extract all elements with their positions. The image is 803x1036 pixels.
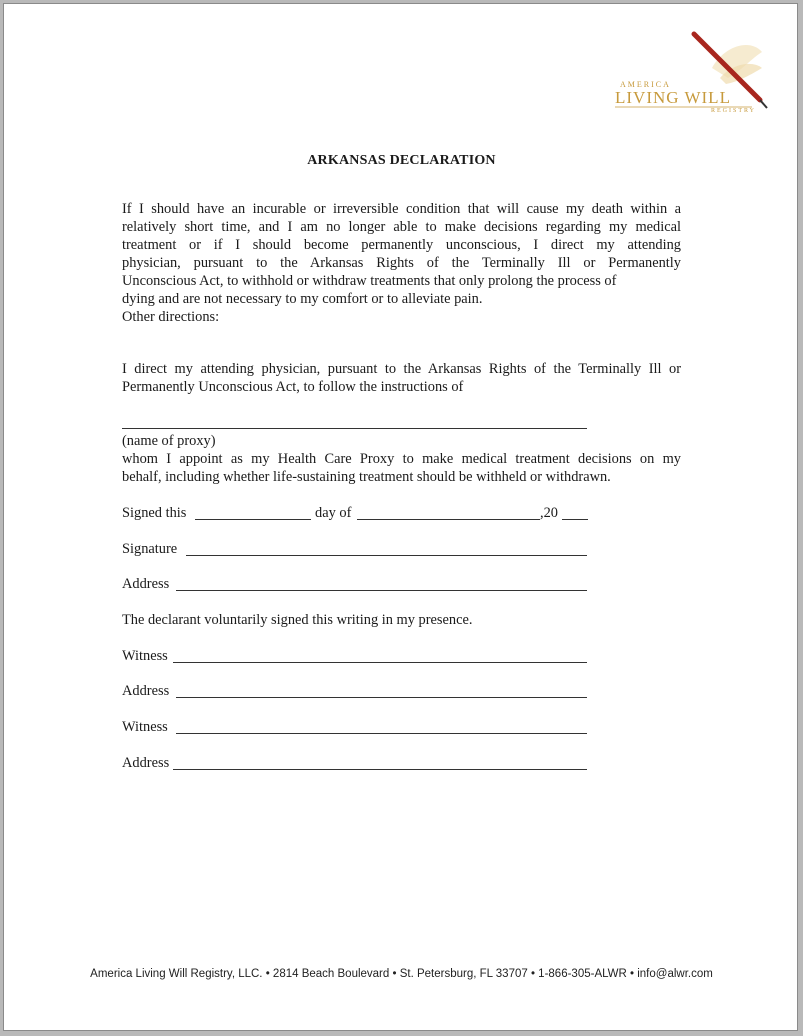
logo-bottom-text: REGISTRY xyxy=(711,108,757,114)
declaration-paragraph xyxy=(122,200,681,326)
signed-date-row xyxy=(122,504,186,522)
paragraph-line: If I should have an incurable or irreversible condition that will cause my death within a xyxy=(122,201,681,217)
paragraph-line: Permanently Unconscious Act, to follow the instructions of xyxy=(122,379,464,395)
logo-top-text: AMERICA xyxy=(620,80,671,89)
paragraph-line: relatively short time, and I am no longer able to make decisions regarding my medical xyxy=(122,219,681,235)
witness1-label: Witness xyxy=(122,648,168,664)
footer-contact: America Living Will Registry, LLC. • 2814 Beach Boulevard • St. Petersburg, FL 33707 • 1-866-305-ALWR • info@alwr.com xyxy=(90,968,713,980)
document-title: ARKANSAS DECLARATION xyxy=(307,153,496,168)
year-prefix-label: ,20 xyxy=(540,505,558,521)
proxy-paragraph xyxy=(122,432,681,486)
witness2-label: Witness xyxy=(122,719,168,735)
signature-line[interactable] xyxy=(186,555,587,556)
paragraph-line: treatment or if I should become permanently unconscious, I direct my attending xyxy=(122,237,681,253)
other-directions-label: Other directions: xyxy=(122,309,220,325)
address2-line[interactable] xyxy=(176,697,587,698)
paragraph-line: behalf, including whether life-sustaining treatment should be withheld or withdrawn. xyxy=(122,469,611,485)
proxy-label: (name of proxy) xyxy=(122,433,216,449)
address-label: Address xyxy=(122,576,170,592)
paragraph-line: physician, pursuant to the Arkansas Rights of the Terminally Ill or Permanently xyxy=(122,255,681,271)
paragraph-line: I direct my attending physician, pursuant to the Arkansas Rights of the Terminally Ill or xyxy=(122,361,681,377)
proxy-instruction-paragraph xyxy=(122,360,681,396)
witness-statement: The declarant voluntarily signed this writing in my presence. xyxy=(122,612,473,628)
witness1-line[interactable] xyxy=(173,662,587,663)
signed-year-line[interactable] xyxy=(562,519,588,520)
proxy-name-line[interactable] xyxy=(122,428,587,429)
address3-label: Address xyxy=(122,755,170,771)
address3-line[interactable] xyxy=(173,769,587,770)
day-of-label: day of xyxy=(315,505,352,521)
paragraph-line: whom I appoint as my Health Care Proxy to make medical treatment decisions on my xyxy=(122,451,681,467)
paragraph-line: dying and are not necessary to my comfort or to alleviate pain. xyxy=(122,291,483,307)
address-line[interactable] xyxy=(176,590,587,591)
address2-label: Address xyxy=(122,683,170,699)
signed-this-label: Signed this xyxy=(122,505,187,521)
signature-label: Signature xyxy=(122,541,178,557)
signed-day-line[interactable] xyxy=(195,519,311,520)
logo-main-text: LIVING WILL xyxy=(615,88,731,107)
paragraph-line: Unconscious Act, to withhold or withdraw treatments that only prolong the process of xyxy=(122,273,617,289)
witness2-line[interactable] xyxy=(176,733,587,734)
america-living-will-registry-logo xyxy=(612,28,772,120)
signed-month-line[interactable] xyxy=(357,519,540,520)
